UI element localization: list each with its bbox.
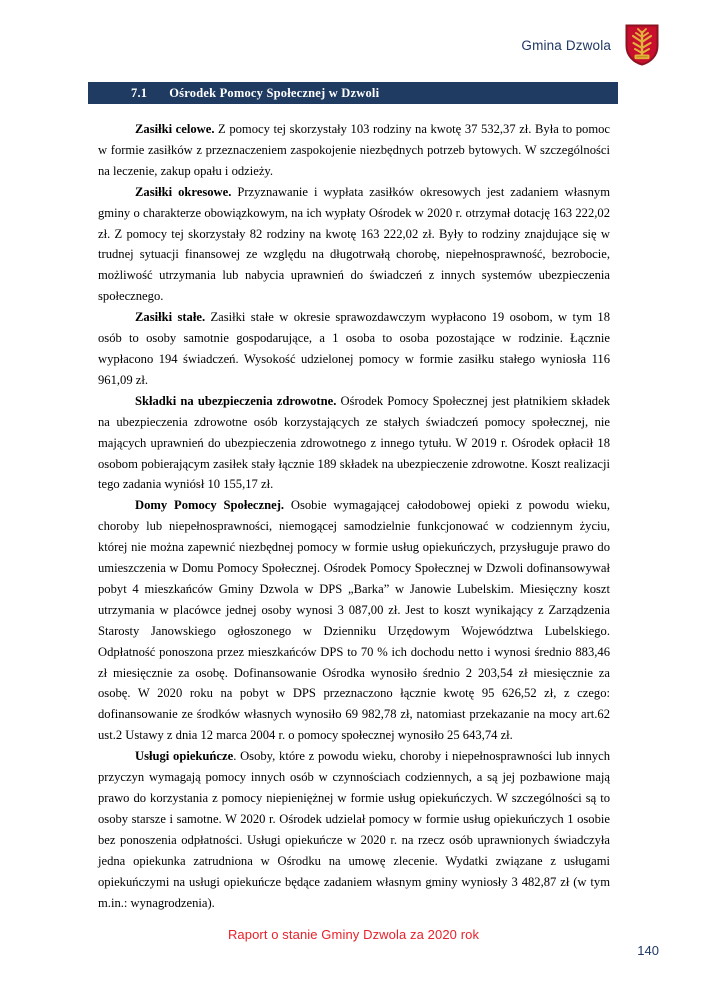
section-number: 7.1: [131, 85, 148, 100]
paragraph-domy-pomocy-spolecznej: [98, 495, 610, 746]
paragraph-lead: Usługi opiekuńcze: [135, 749, 234, 764]
paragraph-body: Zasiłki stałe w okresie sprawozdawczym wypłacono 19 osobom, w tym 18 osób to osoby samotnie gospodarujące, a 1 osoba to osoba pozostające w rodzinie. Łącznie wypłacono 194 świadczeń. Wysokość udzielonej pomocy w formie zasiłku stałego wyniosła 116 961,09 zł.: [98, 310, 610, 387]
document-body: [98, 119, 610, 913]
paragraph-uslugi-opiekuncze: [98, 746, 610, 913]
footer-report-title: Raport o stanie Gminy Dzwola za 2020 rok: [227, 927, 480, 942]
document-header: [85, 22, 659, 68]
paragraph-lead: Zasiłki okresowe.: [135, 184, 232, 199]
paragraph-lead: Zasiłki celowe.: [135, 122, 215, 136]
paragraph-zasilki-stale: [98, 307, 610, 391]
paragraph-body: Osobie wymagającej całodobowej opieki z powodu wieku, choroby lub niepełnosprawności, niemogącej samodzielnie funkcjonować w codziennym życiu, której nie można zapewnić niezbędnej pomocy w formie usług opiekuńczych, przysługuje prawo do umieszczenia w Domu Pomocy Społecznej. Ośrodek Pomocy Społecznej w Dzwoli dofinansowywał pobyt 4 mieszkańców Gminy Dzwola w DPS „Barka” w Janowie Lubelskim. Miesięczny koszt utrzymania w placówce jednej osoby wynosi 3 087,00 zł. Jest to koszt wynikający z Zarządzenia Starosty Janowskiego ogłoszonego w Dzienniku Urzędowym Województwa Lubelskiego. Odpłatność ponoszona przez mieszkańców DPS to 70 % ich dochodu netto i wynosi średnio 883,46 zł miesięcznie za osobę. Dofinansowanie Ośrodka wynosiło średnio 2 203,54 zł miesięcznie za osobę. W 2020 roku na pobyt w DPS przeznaczono łącznie kwotę 95 626,52 zł, z czego: dofinansowanie ze środków własnych wynosiło 69 982,78 zł, natomiast przekazanie na mocy art.62 ust.2 Ustawy z dnia 12 marca 2004 r. o pomocy społecznej wynosiło 25 643,74 zł.: [98, 498, 610, 743]
paragraph-lead: Składki na ubezpieczenia zdrowotne.: [135, 393, 337, 408]
paragraph-zasilki-celowe: [98, 119, 610, 182]
section-heading-bar: [88, 82, 618, 104]
paragraph-body: . Osoby, które z powodu wieku, choroby i niepełnosprawności lub innych przyczyn wymagają pomocy innych osób w czynnościach codziennych, a są jej pozbawione mają prawo do korzystania z pomocy niepieniężnej w formie usług opiekuńczych. W szczególności są to osoby starsze i samotne. W 2020 r. Ośrodek udzielał pomocy w formie usług opiekuńczych 1 osobie bez ponoszenia odpłatności. Usługi opiekuńcze w 2020 r. na rzecz osób uprawnionych świadczyła jedna opiekunka zatrudniona w Ośrodku na umowę zlecenie. Wydatki związane z usługami opiekuńczymi na usługi opiekuńcze będące zadaniem własnym gminy wyniosły 3 482,87 zł (w tym m.in.: wynagrodzenia).: [98, 749, 610, 910]
paragraph-body: Ośrodek Pomocy Społecznej jest płatnikiem składek na ubezpieczenia zdrowotne osób korzystających ze stałych świadczeń pomocy społecznej, nie mających uprawnień do ubezpieczenia zdrowotnego z innego tytułu. W 2019 r. Ośrodek opłacił 18 osobom pobierającym zasiłek stały łącznie 189 składek na ubezpieczenie zdrowotne. Koszt realizacji tego zadania wyniósł 10 155,17 zł.: [98, 393, 610, 492]
page-number: 140: [637, 943, 659, 958]
section-title: Ośrodek Pomocy Społecznej w Dzwoli: [169, 85, 380, 100]
paragraph-body: Z pomocy tej skorzystały 103 rodziny na kwotę 37 532,37 zł. Była to pomoc w formie zasiłków z przeznaczeniem zaspokojenie niezbędnych potrzeb bytowych. W szczególności na leczenie, zakup opału i odzieży.: [98, 122, 610, 178]
gmina-dzwola-coat-of-arms-icon: [625, 24, 659, 66]
paragraph-lead: Domy Pomocy Społecznej.: [135, 498, 285, 513]
page-title: Gmina Dzwola: [521, 37, 611, 53]
paragraph-zasilki-okresowe: [98, 182, 610, 307]
paragraph-lead: Zasiłki stałe.: [135, 310, 206, 325]
paragraph-skladki-na-ubezpieczenia-zdrowotne: [98, 391, 610, 496]
paragraph-body: Przyznawanie i wypłata zasiłków okresowych jest zadaniem własnym gminy o charakterze obowiązkowym, na ich wypłaty Ośrodek w 2020 r. otrzymał dotację 163 222,02 zł. Z pomocy tej skorzystały 82 rodziny na kwotę 163 222,02 zł. Były to rodziny znajdujące się w trudnej sytuacji finansowej ze względu na długotrwałą chorobę, niepełnosprawność, bezrobocie, możliwość utrzymania lub nabycia uprawnień do świadczeń z innych systemów ubezpieczenia społecznego.: [98, 184, 610, 304]
